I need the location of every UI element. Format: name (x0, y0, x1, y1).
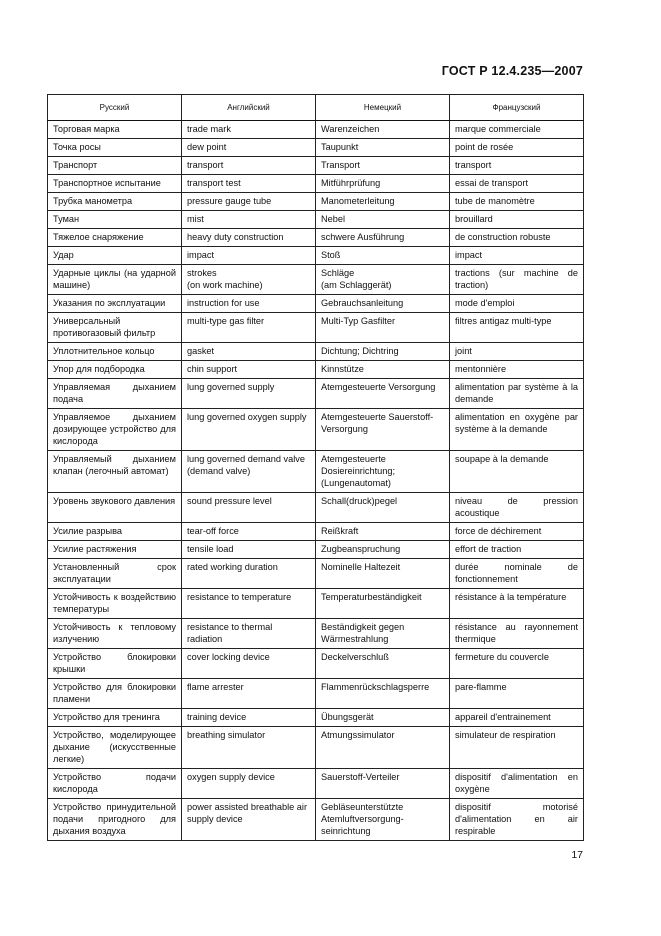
table-row (48, 769, 584, 799)
cell-russian: Уплотнительное кольцо (48, 343, 182, 361)
cell-french: de construction robuste (450, 229, 584, 247)
cell-russian: Устойчивость к воздействию температуры (48, 589, 182, 619)
cell-english: dew point (182, 139, 316, 157)
cell-french: joint (450, 343, 584, 361)
cell-german: Nebel (316, 211, 450, 229)
cell-russian: Управляемое дыханием дозирующее устройство для кислорода (48, 409, 182, 451)
table-row (48, 589, 584, 619)
cell-french: mode d'emploi (450, 295, 584, 313)
cell-german: schwere Ausführung (316, 229, 450, 247)
cell-french: impact (450, 247, 584, 265)
cell-german: Schall(druck)pegel (316, 493, 450, 523)
cell-german: Übungsgerät (316, 709, 450, 727)
cell-english: chin support (182, 361, 316, 379)
cell-german: Deckelverschluß (316, 649, 450, 679)
cell-german: Atemgesteuerte Sauerstoff-Versorgung (316, 409, 450, 451)
cell-english: cover locking device (182, 649, 316, 679)
cell-french: dispositif motorisé d'alimentation en air respirable (450, 799, 584, 841)
table-row (48, 649, 584, 679)
table-row (48, 451, 584, 493)
cell-french: alimentation par système à la demande (450, 379, 584, 409)
cell-english: training device (182, 709, 316, 727)
cell-german: Beständigkeit gegen Wärmestrahlung (316, 619, 450, 649)
cell-english: multi-type gas filter (182, 313, 316, 343)
cell-english: strokes (on work machine) (182, 265, 316, 295)
cell-german: Stoß (316, 247, 450, 265)
table-header-row (48, 95, 584, 121)
cell-german: Sauerstoff-Verteiler (316, 769, 450, 799)
cell-english: flame arrester (182, 679, 316, 709)
cell-german: Gebrauchsanleitung (316, 295, 450, 313)
cell-french: simulateur de respiration (450, 727, 584, 769)
table-row (48, 343, 584, 361)
table-row (48, 229, 584, 247)
cell-russian: Удар (48, 247, 182, 265)
cell-russian: Управляемая дыханием подача (48, 379, 182, 409)
cell-russian: Устройство принудительной подачи пригодного для дыхания воздуха (48, 799, 182, 841)
cell-german: Nominelle Haltezeit (316, 559, 450, 589)
cell-english: power assisted breathable air supply device (182, 799, 316, 841)
table-row (48, 265, 584, 295)
cell-french: marque commerciale (450, 121, 584, 139)
cell-french: soupape à la demande (450, 451, 584, 493)
cell-german: Warenzeichen (316, 121, 450, 139)
cell-russian: Устройство для тренинга (48, 709, 182, 727)
cell-english: oxygen supply device (182, 769, 316, 799)
table-row (48, 139, 584, 157)
table-row (48, 709, 584, 727)
cell-english: transport test (182, 175, 316, 193)
table-row (48, 295, 584, 313)
cell-english: rated working duration (182, 559, 316, 589)
table-row (48, 493, 584, 523)
cell-german: Atemgesteuerte Dosiereinrichtung; (Lungenautomat) (316, 451, 450, 493)
cell-english: heavy duty construction (182, 229, 316, 247)
table-row (48, 619, 584, 649)
cell-german: Mitführprüfung (316, 175, 450, 193)
cell-english: instruction for use (182, 295, 316, 313)
cell-english: sound pressure level (182, 493, 316, 523)
table-row (48, 313, 584, 343)
multilingual-glossary-table (47, 94, 584, 841)
cell-russian: Устойчивость к тепловому излучению (48, 619, 182, 649)
table-row (48, 409, 584, 451)
cell-russian: Точка росы (48, 139, 182, 157)
table-row (48, 247, 584, 265)
cell-german: Taupunkt (316, 139, 450, 157)
cell-french: alimentation en oxygène par système à la demande (450, 409, 584, 451)
cell-english: resistance to thermal radiation (182, 619, 316, 649)
table-row (48, 679, 584, 709)
cell-english: trade mark (182, 121, 316, 139)
cell-english: pressure gauge tube (182, 193, 316, 211)
cell-russian: Упор для подбородка (48, 361, 182, 379)
cell-french: résistance à la température (450, 589, 584, 619)
column-header-german: Немецкий (316, 95, 450, 121)
cell-german: Multi-Typ Gasfilter (316, 313, 450, 343)
table-row (48, 559, 584, 589)
cell-russian: Уровень звукового давления (48, 493, 182, 523)
cell-english: lung governed oxygen supply (182, 409, 316, 451)
cell-russian: Усилие растяжения (48, 541, 182, 559)
cell-french: effort de traction (450, 541, 584, 559)
table-row (48, 361, 584, 379)
cell-german: Kinnstütze (316, 361, 450, 379)
cell-english: resistance to temperature (182, 589, 316, 619)
cell-french: appareil d'entrainement (450, 709, 584, 727)
cell-german: Gebläseunterstützte Atemluftversorgung-seinrichtung (316, 799, 450, 841)
cell-english: mist (182, 211, 316, 229)
cell-english: lung governed demand valve (demand valve) (182, 451, 316, 493)
cell-french: filtres antigaz multi-type (450, 313, 584, 343)
cell-french: mentonnière (450, 361, 584, 379)
cell-german: Atemgesteuerte Versorgung (316, 379, 450, 409)
cell-english: gasket (182, 343, 316, 361)
table-row (48, 157, 584, 175)
cell-german: Zugbeanspruchung (316, 541, 450, 559)
cell-german: Schläge (am Schlaggerät) (316, 265, 450, 295)
cell-german: Manometerleitung (316, 193, 450, 211)
cell-french: résistance au rayonnement thermique (450, 619, 584, 649)
cell-french: fermeture du couvercle (450, 649, 584, 679)
table-row (48, 175, 584, 193)
cell-english: breathing simulator (182, 727, 316, 769)
cell-german: Flammenrückschlagsperre (316, 679, 450, 709)
cell-french: tractions (sur machine de traction) (450, 265, 584, 295)
cell-russian: Торговая марка (48, 121, 182, 139)
cell-russian: Усилие разрыва (48, 523, 182, 541)
cell-english: impact (182, 247, 316, 265)
table-row (48, 727, 584, 769)
cell-russian: Указания по эксплуатации (48, 295, 182, 313)
cell-german: Dichtung; Dichtring (316, 343, 450, 361)
cell-english: lung governed supply (182, 379, 316, 409)
cell-russian: Устройство, моделирующее дыхание (искусственные легкие) (48, 727, 182, 769)
cell-french: force de déchirement (450, 523, 584, 541)
cell-french: pare-flamme (450, 679, 584, 709)
cell-russian: Транспортное испытание (48, 175, 182, 193)
cell-english: tear-off force (182, 523, 316, 541)
document-standard-header: ГОСТ Р 12.4.235—2007 (441, 64, 583, 78)
cell-russian: Туман (48, 211, 182, 229)
table-row (48, 121, 584, 139)
cell-french: point de rosée (450, 139, 584, 157)
cell-french: durée nominale de fonctionnement (450, 559, 584, 589)
cell-french: niveau de pression acoustique (450, 493, 584, 523)
table-row (48, 799, 584, 841)
cell-french: essai de transport (450, 175, 584, 193)
cell-russian: Трубка манометра (48, 193, 182, 211)
cell-russian: Транспорт (48, 157, 182, 175)
cell-german: Transport (316, 157, 450, 175)
cell-russian: Управляемый дыханием клапан (легочный автомат) (48, 451, 182, 493)
cell-english: transport (182, 157, 316, 175)
cell-russian: Устройство для блокировки пламени (48, 679, 182, 709)
cell-german: Reißkraft (316, 523, 450, 541)
cell-russian: Ударные циклы (на ударной машине) (48, 265, 182, 295)
cell-english: tensile load (182, 541, 316, 559)
cell-french: brouillard (450, 211, 584, 229)
cell-russian: Универсальный противогазовый фильтр (48, 313, 182, 343)
table-row (48, 211, 584, 229)
table-row (48, 379, 584, 409)
table-row (48, 193, 584, 211)
cell-french: transport (450, 157, 584, 175)
cell-russian: Устройство блокировки крышки (48, 649, 182, 679)
cell-german: Temperaturbeständigkeit (316, 589, 450, 619)
column-header-english: Английский (182, 95, 316, 121)
cell-russian: Установленный срок эксплуатации (48, 559, 182, 589)
cell-russian: Устройство подачи кислорода (48, 769, 182, 799)
page-number: 17 (571, 849, 583, 861)
table-row (48, 523, 584, 541)
cell-german: Atmungssimulator (316, 727, 450, 769)
column-header-russian: Русский (48, 95, 182, 121)
cell-french: tube de manomètre (450, 193, 584, 211)
column-header-french: Французский (450, 95, 584, 121)
table-row (48, 541, 584, 559)
cell-russian: Тяжелое снаряжение (48, 229, 182, 247)
cell-french: dispositif d'alimentation en oxygène (450, 769, 584, 799)
